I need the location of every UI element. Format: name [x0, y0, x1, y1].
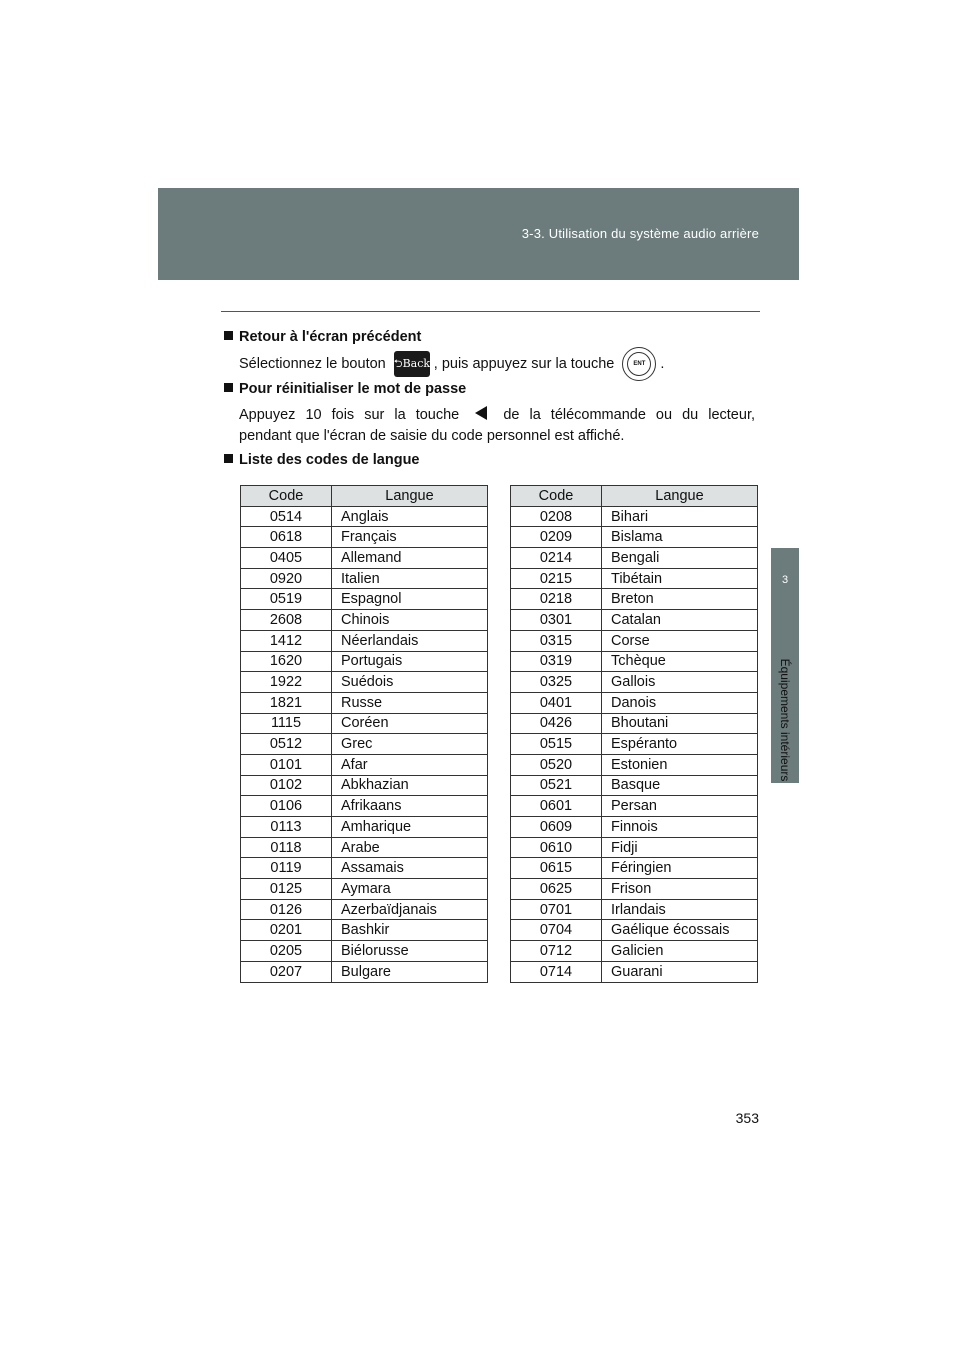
table-row: [241, 879, 488, 900]
table-row: [241, 796, 488, 817]
table-row: [511, 548, 758, 569]
language-name-cell: Persan: [602, 796, 758, 817]
language-code-cell: 0704: [511, 920, 602, 941]
language-name-cell: Bengali: [602, 548, 758, 569]
table-row: [511, 589, 758, 610]
reset-line1-before: Appuyez 10 fois sur la touche: [239, 407, 460, 423]
table-row: [241, 961, 488, 982]
retour-text-before: Sélectionnez le bouton: [239, 356, 386, 372]
table-row: [511, 961, 758, 982]
language-code-cell: 1620: [241, 651, 332, 672]
table-row: [511, 630, 758, 651]
back-button-icon: ⮌Back: [394, 351, 430, 377]
table-row: [511, 692, 758, 713]
language-code-cell: 0625: [511, 879, 602, 900]
bullet-square-icon: [224, 331, 233, 340]
table-row: [511, 734, 758, 755]
language-name-cell: Afar: [332, 754, 488, 775]
language-name-cell: Abkhazian: [332, 775, 488, 796]
heading-codes-text: Liste des codes de langue: [239, 452, 420, 468]
divider: [221, 311, 760, 312]
table-row: [241, 713, 488, 734]
language-code-cell: 0101: [241, 754, 332, 775]
language-code-cell: 0405: [241, 548, 332, 569]
section-header: [158, 188, 799, 280]
language-name-cell: Français: [332, 527, 488, 548]
table-row: [511, 754, 758, 775]
language-code-cell: 0301: [511, 610, 602, 631]
language-name-cell: Azerbaïdjanais: [332, 899, 488, 920]
table-row: [241, 817, 488, 838]
language-code-cell: 0207: [241, 961, 332, 982]
language-name-cell: Finnois: [602, 817, 758, 838]
language-name-cell: Coréen: [332, 713, 488, 734]
language-name-cell: Arabe: [332, 837, 488, 858]
ent-button-label: ENT: [627, 352, 651, 376]
language-code-cell: 0714: [511, 961, 602, 982]
language-name-cell: Portugais: [332, 651, 488, 672]
table-row: [511, 817, 758, 838]
table-row: [511, 672, 758, 693]
language-code-cell: 0319: [511, 651, 602, 672]
language-name-cell: Bihari: [602, 506, 758, 527]
language-code-cell: 0401: [511, 692, 602, 713]
language-name-cell: Féringien: [602, 858, 758, 879]
language-name-cell: Amharique: [332, 817, 488, 838]
heading-retour: [224, 329, 421, 345]
table-row: [511, 775, 758, 796]
table-row: [511, 610, 758, 631]
language-code-cell: 0119: [241, 858, 332, 879]
language-code-cell: 0519: [241, 589, 332, 610]
language-name-cell: Tibétain: [602, 568, 758, 589]
language-name-cell: Basque: [602, 775, 758, 796]
language-name-cell: Biélorusse: [332, 941, 488, 962]
table-header-row: [241, 486, 488, 507]
language-name-cell: Chinois: [332, 610, 488, 631]
language-code-cell: 0126: [241, 899, 332, 920]
table-row: [241, 734, 488, 755]
language-name-cell: Bislama: [602, 527, 758, 548]
language-name-cell: Allemand: [332, 548, 488, 569]
language-code-cell: 0426: [511, 713, 602, 734]
language-code-cell: 0125: [241, 879, 332, 900]
table-row: [511, 527, 758, 548]
language-name-cell: Frison: [602, 879, 758, 900]
bullet-square-icon: [224, 383, 233, 392]
language-name-cell: Aymara: [332, 879, 488, 900]
language-name-cell: Corse: [602, 630, 758, 651]
language-name-cell: Estonien: [602, 754, 758, 775]
language-table-right: [510, 485, 758, 983]
table-row: [241, 548, 488, 569]
table-row: [241, 610, 488, 631]
table-row: [511, 941, 758, 962]
table-row: [511, 713, 758, 734]
language-name-cell: Suédois: [332, 672, 488, 693]
language-code-cell: 0609: [511, 817, 602, 838]
language-code-cell: 0712: [511, 941, 602, 962]
language-name-cell: Anglais: [332, 506, 488, 527]
language-name-cell: Afrikaans: [332, 796, 488, 817]
language-code-cell: 1821: [241, 692, 332, 713]
column-header-code: Code: [511, 486, 602, 507]
table-row: [241, 630, 488, 651]
language-code-cell: 0521: [511, 775, 602, 796]
language-name-cell: Gallois: [602, 672, 758, 693]
language-name-cell: Tchèque: [602, 651, 758, 672]
language-code-cell: 1922: [241, 672, 332, 693]
language-name-cell: Bhoutani: [602, 713, 758, 734]
language-code-cell: 0214: [511, 548, 602, 569]
language-name-cell: Russe: [332, 692, 488, 713]
heading-retour-text: Retour à l'écran précédent: [239, 329, 422, 345]
table-row: [241, 837, 488, 858]
language-code-cell: 0209: [511, 527, 602, 548]
table-row: [511, 920, 758, 941]
language-name-cell: Catalan: [602, 610, 758, 631]
heading-reset: [224, 381, 466, 397]
language-code-cell: 0102: [241, 775, 332, 796]
column-header-language: Langue: [602, 486, 758, 507]
table-row: [241, 941, 488, 962]
paragraph-reset-line1: [239, 405, 755, 426]
language-name-cell: Fidji: [602, 837, 758, 858]
table-row: [511, 506, 758, 527]
language-code-cell: 0601: [511, 796, 602, 817]
ent-button-icon: [622, 347, 656, 381]
table-body-left: [241, 506, 488, 982]
language-code-cell: 0201: [241, 920, 332, 941]
language-code-cell: 0118: [241, 837, 332, 858]
language-name-cell: Guarani: [602, 961, 758, 982]
column-header-language: Langue: [332, 486, 488, 507]
table-row: [241, 899, 488, 920]
reset-line1-after: de la télécommande ou du lecteur,: [503, 407, 755, 423]
table-row: [511, 879, 758, 900]
table-row: [511, 796, 758, 817]
paragraph-retour: [239, 347, 664, 381]
language-name-cell: Danois: [602, 692, 758, 713]
heading-reset-text: Pour réinitialiser le mot de passe: [239, 381, 467, 397]
language-name-cell: Galicien: [602, 941, 758, 962]
language-code-cell: 2608: [241, 610, 332, 631]
language-code-cell: 0610: [511, 837, 602, 858]
language-name-cell: Néerlandais: [332, 630, 488, 651]
language-code-cell: 0514: [241, 506, 332, 527]
table-row: [241, 589, 488, 610]
page-number: 353: [735, 1110, 759, 1126]
table-row: [511, 899, 758, 920]
language-name-cell: Grec: [332, 734, 488, 755]
table-row: [511, 568, 758, 589]
table-row: [241, 858, 488, 879]
table-row: [241, 775, 488, 796]
language-code-cell: 0515: [511, 734, 602, 755]
retour-text-end: .: [660, 356, 665, 372]
language-code-cell: 0113: [241, 817, 332, 838]
table-row: [241, 527, 488, 548]
table-row: [241, 506, 488, 527]
language-table-left: [240, 485, 488, 983]
language-code-cell: 0205: [241, 941, 332, 962]
language-name-cell: Bulgare: [332, 961, 488, 982]
language-code-cell: 0512: [241, 734, 332, 755]
language-code-cell: 1412: [241, 630, 332, 651]
language-code-cell: 0215: [511, 568, 602, 589]
table-row: [511, 837, 758, 858]
table-body-right: [511, 506, 758, 982]
language-name-cell: Gaélique écossais: [602, 920, 758, 941]
section-title: 3-3. Utilisation du système audio arrière: [521, 226, 759, 241]
table-row: [511, 651, 758, 672]
language-code-cell: 0920: [241, 568, 332, 589]
language-code-cell: 0315: [511, 630, 602, 651]
language-code-cell: 0701: [511, 899, 602, 920]
language-code-cell: 0520: [511, 754, 602, 775]
language-code-cell: 0618: [241, 527, 332, 548]
paragraph-reset-line2: pendant que l'écran de saisie du code personnel est affiché.: [239, 428, 625, 444]
language-name-cell: Espagnol: [332, 589, 488, 610]
table-row: [241, 651, 488, 672]
language-code-cell: 0615: [511, 858, 602, 879]
table-row: [241, 692, 488, 713]
language-code-cell: 1115: [241, 713, 332, 734]
chapter-label: Équipements intérieurs: [778, 658, 792, 782]
table-row: [511, 858, 758, 879]
language-name-cell: Italien: [332, 568, 488, 589]
column-header-code: Code: [241, 486, 332, 507]
chapter-number: 3: [781, 574, 789, 586]
table-row: [241, 920, 488, 941]
language-code-cell: 0208: [511, 506, 602, 527]
language-name-cell: Assamais: [332, 858, 488, 879]
table-row: [241, 672, 488, 693]
language-name-cell: Irlandais: [602, 899, 758, 920]
language-code-cell: 0106: [241, 796, 332, 817]
table-row: [241, 754, 488, 775]
left-arrow-icon: [475, 406, 487, 420]
language-code-cell: 0325: [511, 672, 602, 693]
table-row: [241, 568, 488, 589]
language-name-cell: Espéranto: [602, 734, 758, 755]
retour-text-middle: , puis appuyez sur la touche: [433, 356, 615, 372]
bullet-square-icon: [224, 454, 233, 463]
table-header-row: [511, 486, 758, 507]
heading-codes: [224, 452, 420, 468]
language-name-cell: Breton: [602, 589, 758, 610]
language-code-cell: 0218: [511, 589, 602, 610]
language-name-cell: Bashkir: [332, 920, 488, 941]
